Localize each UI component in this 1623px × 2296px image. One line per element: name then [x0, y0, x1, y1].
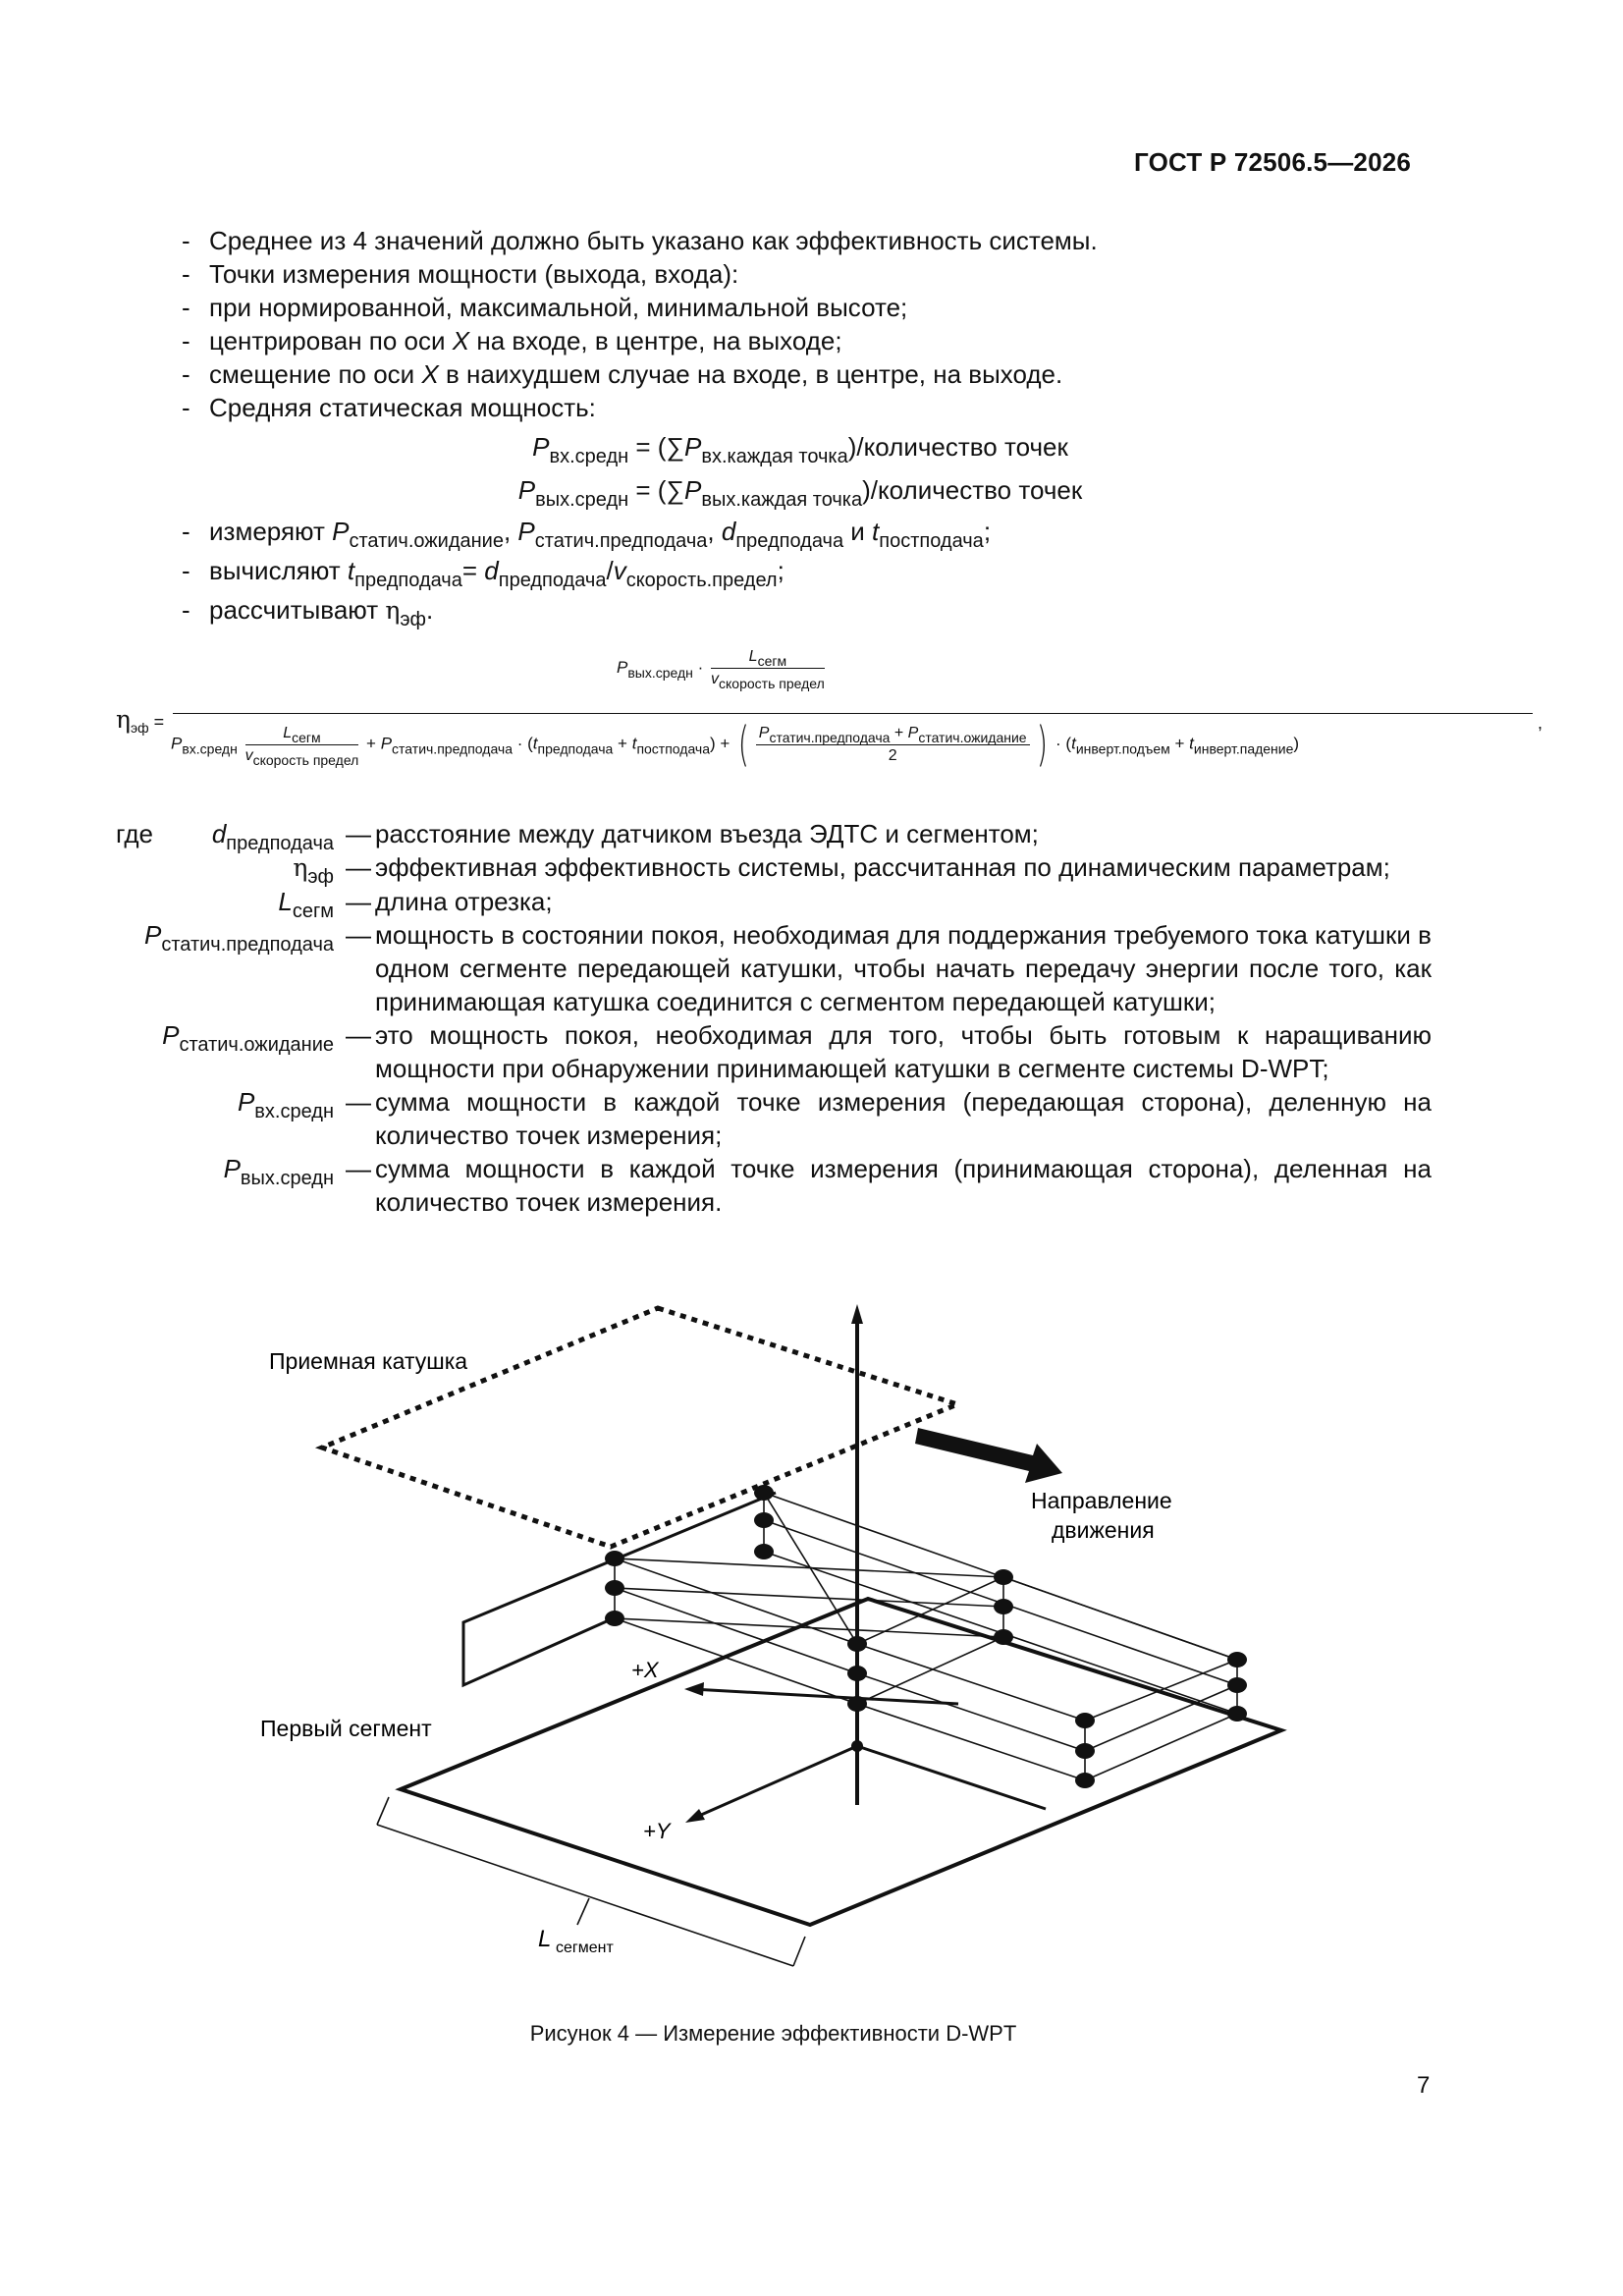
page-number: 7: [1417, 2072, 1431, 2099]
segment-length-label: L: [538, 1926, 552, 1952]
receiver-coil-label: Приемная катушка: [269, 1348, 468, 1374]
y-axis-label: +Y: [643, 1819, 671, 1843]
list-item: - измеряют $P_{статич.ожидание}$, $P_{статич.предподача}$, $d_{предподача}$ и $t_{постподача}$;: [182, 517, 992, 552]
definition-item: $L_{сегм}$ — длина отрезка;: [278, 887, 553, 922]
definition-item: где $d_{предподача}$ — расстояние между датчиком въезда ЭДТС и сегментом;: [116, 819, 1039, 854]
y-axis: [692, 1746, 857, 1819]
figure-caption: Рисунок 4 — Измерение эффективности D-WPT: [529, 2021, 1017, 2046]
x-axis-ext: [857, 1746, 1046, 1809]
definition-item: $P_{статич.ожидание}$ — это мощность покоя, необходимая для того, чтобы быть готовым к наращиванию мощности при обнаружении принимающей катушки в сегменте системы D-WPT;: [162, 1020, 1432, 1083]
list-item: - вычисляют $t_{предподача}= d_{предподача}/v_{скорость.предел}$;: [182, 556, 784, 591]
direction-label: движения: [1052, 1517, 1155, 1543]
list-item: - Средняя статическая мощность:: [182, 393, 596, 422]
first-segment-label: Первый сегмент: [260, 1716, 432, 1741]
list-item: - смещение по оси X в наихудшем случае на входе, в центре, на выходе.: [182, 359, 1063, 389]
document-header: ГОСТ Р 72506.5—2026: [1134, 147, 1412, 177]
definition-item: $P_{вх.средн}$ — сумма мощности в каждой точке измерения (передающая сторона), деленную на количество точек измерения;: [237, 1087, 1432, 1150]
direction-arrow: [915, 1428, 1062, 1483]
definition-item: $P_{вых.средн}$ — сумма мощности в каждой точке измерения (принимающая сторона), деленная на количество точек измерения.: [223, 1154, 1432, 1217]
receiver-coil-outline: [322, 1308, 957, 1547]
list-item: - при нормированной, максимальной, минимальной высоте;: [182, 293, 908, 322]
y-axis-arrow: [685, 1809, 705, 1823]
list-item: - Точки измерения мощности (выхода, входа):: [182, 259, 739, 289]
formula-denominator: $P_{вх.средн}$ $\frac{L_{сегм}}{v_{скорость предел}}$ + $P_{статич.предподача} \cdot (t_{предподача} + t_{постподача})$ + ( $\frac{P_{статич.предподача} + P_{статич.ожидание}}{2}$ ) · $(t_{инверт.подъем} + t_{инверт.падение})$: [171, 717, 1300, 772]
definition-item: $P_{статич.предподача}$ — мощность в состоянии покоя, необходимая для поддержания требуемого тока катушки в одном сегменте передающей катушки, чтобы начать передачу энергии после того, как принимающая катушка соединится с сегментом передающей катушки;: [144, 920, 1432, 1016]
formula-numerator: $P_{вых.средн}$ · $\frac{L_{сегм}}{v_{скорость предел}}$: [617, 648, 825, 691]
list-item: - центрирован по оси X на входе, в центре, на выходе;: [182, 326, 842, 355]
efficiency-formula: $\eta_{эф}$ = $P_{вых.средн}$ · $\frac{L_{сегм}}{v_{скорость предел}}$ $P_{вх.средн}$ $\frac{L_{сегм}}{v_{скорость предел}}$ + $P_{статич.предподача} \cdot (t_{предподача} + t_{постподача})$ + ( $\frac{P_{статич.предподача} + P_{статич.ожидание}}{2}$ ) · $(t_{инверт.подъем} + t_{инверт.падение})$ ,: [116, 648, 1543, 772]
direction-label: Направление: [1031, 1488, 1172, 1513]
definition-item: $\eta_{эф}$ — эффективная эффективность системы, рассчитанная по динамическим параметрам;: [293, 852, 1390, 888]
list-item: - Среднее из 4 значений должно быть указано как эффективность системы.: [182, 226, 1098, 255]
formula-lhs: $\eta_{эф}$ =: [116, 705, 165, 736]
x-axis: [692, 1689, 958, 1704]
formula-p-in: $P_{вх.средн}$ = $(\sum P_{вх.каждая точка})$/количество точек: [532, 432, 1068, 467]
formula-p-out: $P_{вых.средн}$ = $(\sum P_{вых.каждая точка})$/количество точек: [517, 475, 1083, 511]
ground-segment: [401, 1599, 1281, 1925]
segment-length-subscript: сегмент: [556, 1940, 614, 1956]
vertical-axis-arrow: [851, 1304, 863, 1324]
x-axis-label: +X: [631, 1658, 659, 1682]
x-axis-arrow: [684, 1682, 704, 1696]
list-item: - рассчитывают $\eta_{эф}$.: [182, 595, 434, 630]
